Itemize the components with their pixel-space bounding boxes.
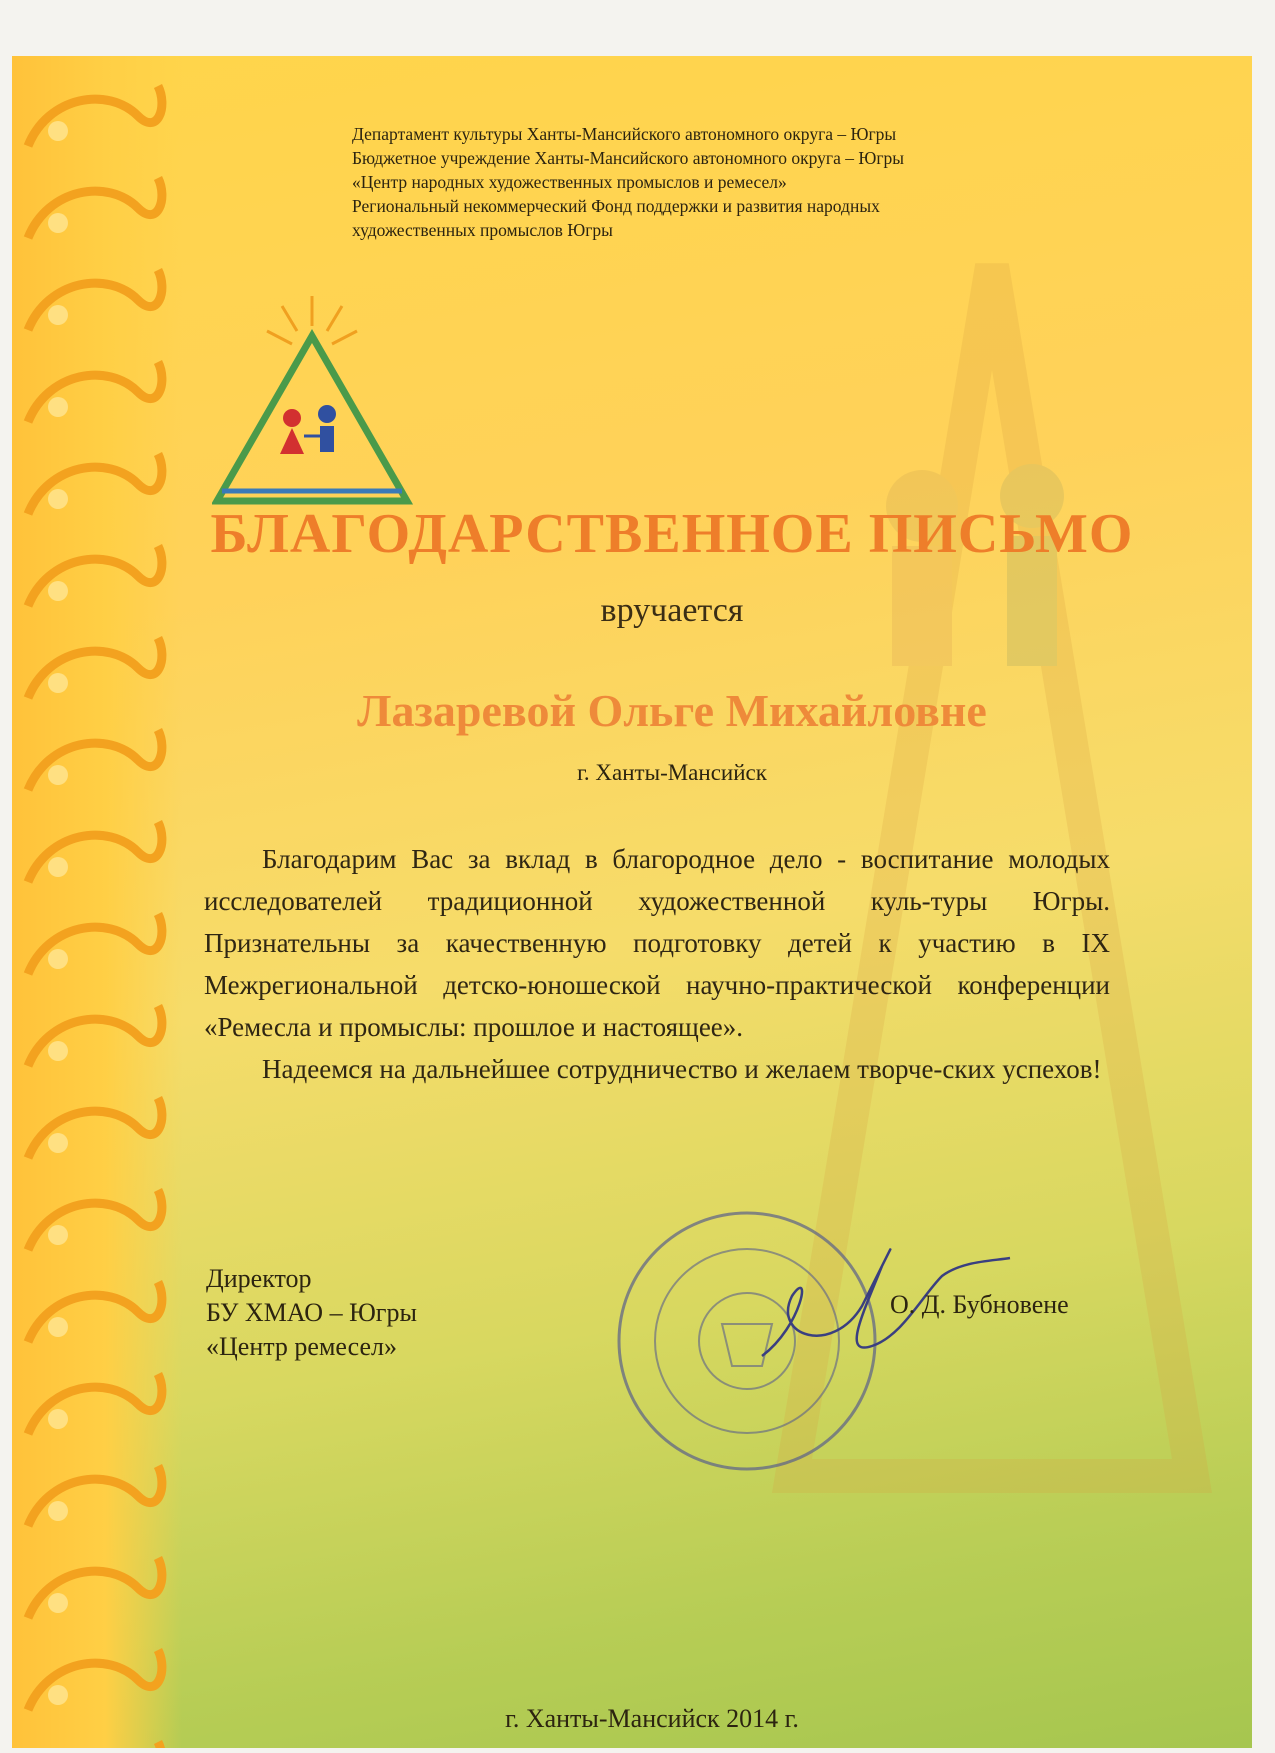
ornament-motif — [28, 1466, 162, 1526]
presented-to-label: вручается — [600, 592, 744, 629]
ornament-motif — [28, 822, 162, 882]
ornament-pattern — [18, 56, 188, 1748]
ornament-motif — [28, 1742, 162, 1748]
ornament-motif — [28, 1650, 162, 1710]
ornament-motif — [28, 546, 162, 606]
issuer-line: «Центр народных художественных промыслов и ремесел» — [352, 172, 787, 192]
signer-name: О. Д. Бубновене — [890, 1290, 1069, 1319]
ornament-motif — [28, 1190, 162, 1250]
issuer-header — [352, 122, 1072, 242]
document-title: БЛАГОДАРСТВЕННОЕ ПИСЬМО — [210, 503, 1134, 565]
issuer-line: Бюджетное учреждение Ханты-Мансийского автономного округа – Югры — [352, 148, 905, 168]
body-paragraph: Благодарим Вас за вклад в благородное дело - воспитание молодых исследователей традиционной художественной куль-туры Югры. Признательны за качественную подготовку детей к участию в IX Межрегиональной детско-юношеской научно-практической конференции «Ремесла и промыслы: прошлое и настоящее». — [204, 844, 1110, 1042]
signer-block — [206, 1262, 417, 1364]
crafts-logo — [212, 286, 432, 516]
ornament-motif — [28, 86, 162, 146]
signer-organization: БУ ХМАО – Югры — [206, 1298, 417, 1327]
issuer-line: Департамент культуры Ханты-Мансийского автономного округа – Югры — [352, 124, 897, 144]
certificate-sheet — [12, 56, 1252, 1748]
issuer-line: Региональный некоммерческий Фонд поддержки и развития народных — [352, 196, 880, 216]
ornament-motif — [28, 1558, 162, 1618]
ornament-motif — [28, 1006, 162, 1066]
ornament-motif — [28, 270, 162, 330]
signer-organization: «Центр ремесел» — [206, 1332, 397, 1361]
ornament-motif — [28, 454, 162, 514]
ornament-motif — [28, 1098, 162, 1158]
ornament-motif — [28, 1282, 162, 1342]
body-paragraph: Надеемся на дальнейшее сотрудничество и желаем творче-ских успехов! — [262, 1054, 1102, 1084]
place-and-year: г. Ханты-Мансийск 2014 г. — [505, 1704, 799, 1733]
signer-position: Директор — [206, 1264, 312, 1293]
ornament-motif — [28, 362, 162, 422]
letter-body — [204, 838, 1110, 1090]
recipient-name: Лазаревой Ольге Михайловне — [357, 685, 987, 736]
ornament-motif — [28, 638, 162, 698]
recipient-city: г. Ханты-Мансийск — [577, 760, 767, 785]
ornament-motif — [28, 178, 162, 238]
ornament-motif — [28, 1374, 162, 1434]
issuer-line: художественных промыслов Югры — [352, 220, 613, 240]
ornament-motif — [28, 730, 162, 790]
ornament-motif — [28, 914, 162, 974]
